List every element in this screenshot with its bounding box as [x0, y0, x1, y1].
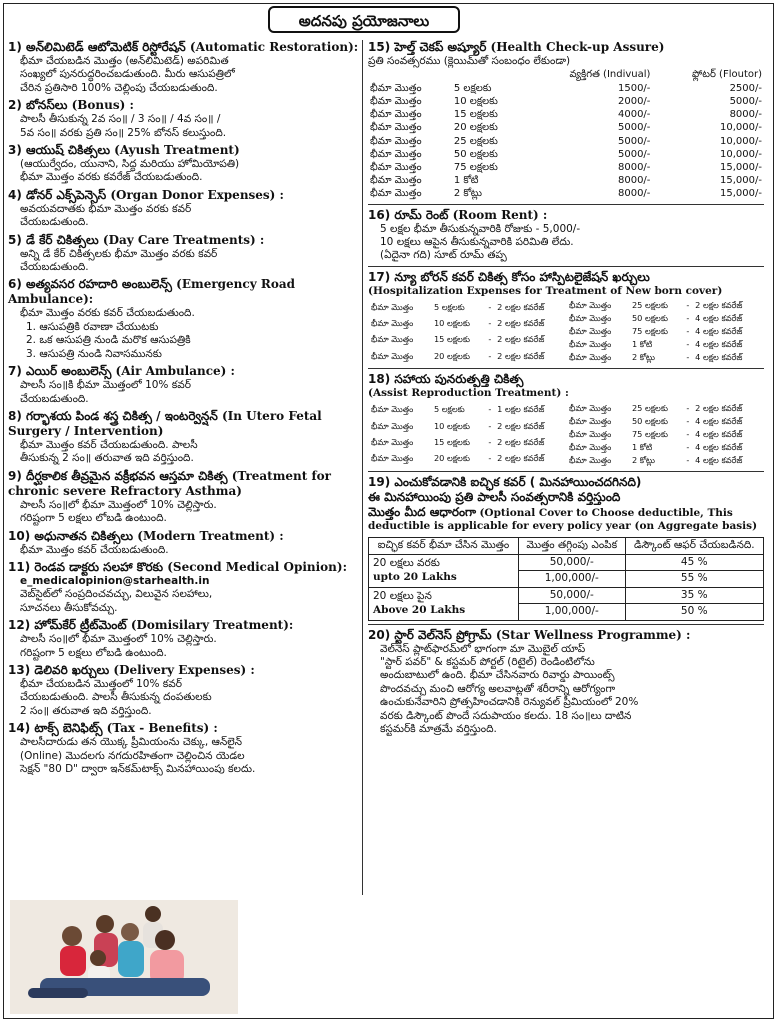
section-line: ఉంచుకునేవారిని ప్రోత్సహించడానికి రెన్యువల్ ప్రీమియంలో 20%: [380, 696, 639, 709]
group-upto-20: 20 లక్షలు వరకు upto 20 Lakhs: [369, 554, 519, 587]
row-dash: -: [488, 301, 492, 312]
section-optional-cover: [368, 475, 764, 621]
deductible-amount: 50,000/-: [518, 587, 625, 603]
family-photo: [10, 900, 238, 1014]
section-line: ప్రతి సంవత్సరము (క్లెయిమ్‌తో సంబంధం లేకుండా): [368, 55, 571, 67]
row-coverage: 2 లక్షల కవరేజ్: [497, 301, 545, 312]
left-section: [8, 409, 360, 466]
row-label: భీమా మొత్తం: [569, 428, 612, 439]
row-individual: 1500/-: [617, 82, 651, 94]
table-row: [368, 108, 764, 121]
row-floater: 10,000/-: [720, 122, 762, 134]
th-discount: డిస్కౌంట్ ఆఫర్ చేయబడినది.: [625, 538, 763, 554]
table-row: [370, 300, 564, 314]
row-coverage: 2 లక్షల కవరేజ్: [497, 350, 545, 361]
section-assist-reproduction: [368, 372, 764, 467]
table-row: [370, 403, 564, 417]
left-section: [8, 233, 360, 275]
section-newborn-cover: [368, 270, 764, 365]
section-heading: 6) అత్యవసర రహదారి అంబులెన్స్ (Emergency Road Ambulance):: [8, 277, 295, 307]
row-floater: 15,000/-: [720, 162, 762, 174]
email-address: e_medicalopinion@starhealth.in: [20, 574, 210, 587]
row-floater: 8000/-: [729, 109, 762, 121]
row-amount: 20 లక్షలకు: [453, 122, 498, 134]
row-amount: 15 లక్షలకు: [453, 109, 498, 121]
table-row: [370, 435, 564, 449]
row-dash: -: [488, 350, 492, 361]
row-label: భీమా మొత్తం: [370, 162, 422, 174]
section-heading-en: (Hospitalization Expenses for Treatment of New born cover): [368, 284, 723, 297]
section-line: అన్ని డే కేర్ చికిత్సలకు భీమా మొత్తం వరకు కవర్: [20, 247, 218, 260]
section-heading: 8) గర్భాశయ పిండ శస్త్ర చికిత్స / ఇంటర్వెన్షన్ (In Utero Fetal Surgery / Intervention): [8, 408, 322, 438]
assist-reproduction-grid: [368, 401, 764, 468]
row-floater: 10,000/-: [720, 148, 762, 160]
row-dash: -: [686, 454, 690, 465]
table-row: [568, 416, 762, 427]
row-coverage: 4 లక్షల కవరేజ్: [695, 428, 743, 439]
section-heading: 18) సహాయ పునరుత్పత్తి చికిత్స: [368, 372, 524, 387]
table-row: [368, 95, 764, 108]
section-line: సెక్షన్ "80 D" ద్వారా ఇన్‌కమ్‌టాక్స్ మినహాయింపు కలదు.: [20, 763, 256, 775]
section-heading-en: (Assist Reproduction Treatment) :: [368, 387, 569, 400]
row-label: భీమా మొత్తం: [370, 175, 422, 187]
row-dash: -: [686, 313, 690, 324]
table-row: [368, 161, 764, 174]
section-heading: 2) బోనస్‌లు (Bonus) :: [8, 98, 134, 113]
section-line: పాలసీ సం॥లో భీమా మొత్తంలో 10% చెల్లిస్తారు.: [20, 498, 217, 511]
section-line: సంఖ్యలో పునరుద్ధరించబడుతుంది. మీరు ఆసుపత్రిలో: [20, 68, 235, 81]
divider: [368, 368, 764, 369]
row-coverage: 1 లక్షల కవరేజ్: [497, 404, 545, 415]
section-heading: 14) టాక్స్ బెనిఫిట్స్ (Tax - Benefits) :: [8, 721, 218, 736]
th-sum-insured: ఐచ్ఛిక కవర్ భీమా చేసిన మొత్తం: [369, 538, 519, 554]
row-floater: 2500/-: [729, 82, 762, 94]
row-label: భీమా మొత్తం: [370, 82, 422, 94]
row-label: భీమా మొత్తం: [569, 402, 612, 413]
sub-item: 3. ఆసుపత్రి నుండి నివాసమునకు: [26, 347, 162, 360]
row-label: భీమా మొత్తం: [371, 453, 414, 464]
row-label: భీమా మొత్తం: [569, 300, 612, 311]
row-coverage: 2 లక్షల కవరేజ్: [695, 402, 743, 413]
row-floater: 5000/-: [729, 96, 762, 108]
column-divider: [362, 40, 363, 895]
row-amount: 25 లక్షలకు: [453, 135, 498, 147]
table-row: [568, 429, 762, 440]
row-amount: 75 లక్షలకు: [631, 326, 668, 337]
left-section: [8, 277, 360, 361]
page-title: అదనపు ప్రయోజనాలు: [268, 6, 460, 33]
row-dash: -: [488, 420, 492, 431]
row-individual: 5000/-: [617, 148, 651, 160]
section-heading: 20) స్టార్ వెల్‌నెస్ ప్రోగ్రామ్ (Star Wellness Programme) :: [368, 627, 691, 642]
table-row: [568, 352, 762, 363]
row-coverage: 2 లక్షల కవరేజ్: [695, 300, 743, 311]
deductible-table: [368, 537, 764, 620]
row-dash: -: [686, 300, 690, 311]
left-section: [8, 560, 360, 615]
table-row: [370, 451, 564, 465]
th-deductible: మొత్తం తగ్గింపు ఎంపిక: [518, 538, 625, 554]
section-heading: 5) డే కేర్ చికిత్సలు (Day Care Treatments) :: [8, 232, 265, 247]
discount-value: 45 %: [625, 554, 763, 570]
left-section: [8, 40, 360, 95]
section-line: 5వ సం॥ వరకు ప్రతి సం॥ 25% బోనస్ కలుస్తుంది.: [20, 126, 227, 139]
row-coverage: 4 లక్షల కవరేజ్: [695, 326, 743, 337]
row-dash: -: [686, 415, 690, 426]
health-checkup-table: [368, 68, 764, 200]
table-row: [568, 455, 762, 466]
table-row: [370, 317, 564, 331]
row-amount: 1 కోటి: [631, 441, 653, 452]
row-individual: 8000/-: [617, 162, 651, 174]
row-label: భీమా మొత్తం: [370, 122, 422, 134]
row-dash: -: [686, 402, 690, 413]
row-floater: 10,000/-: [720, 135, 762, 147]
section-health-checkup: [368, 40, 764, 201]
section-heading: 3) ఆయుష్ చికిత్సలు (Ayush Treatment): [8, 143, 240, 158]
row-label: భీమా మొత్తం: [370, 96, 422, 108]
section-heading: 11) రెండవ డాక్టరు సలహా కొరకు (Second Medical Opinion):: [8, 559, 348, 574]
table-row: [368, 121, 764, 134]
row-coverage: 4 లక్షల కవరేజ్: [695, 415, 743, 426]
row-coverage: 2 లక్షల కవరేజ్: [497, 334, 545, 345]
section-line: చేయబడుతుంది.: [20, 392, 89, 405]
section-line: 10 లక్షలు ఆపైన తీసుకున్నవారికి పరిమితి లేదు.: [380, 236, 574, 249]
row-dash: -: [488, 436, 492, 447]
table-row: [368, 82, 764, 95]
row-label: భీమా మొత్తం: [569, 454, 612, 465]
table-row: [368, 135, 764, 148]
row-dash: -: [686, 339, 690, 350]
section-line: ఈ మినహాయింపు ప్రతి పాలసీ సంవత్సరానికి వర్తిస్తుంది: [368, 489, 621, 504]
row-dash: -: [488, 453, 492, 464]
row-label: భీమా మొత్తం: [370, 188, 422, 200]
row-dash: -: [686, 326, 690, 337]
row-coverage: 4 లక్షల కవరేజ్: [695, 352, 743, 363]
section-room-rent: [368, 208, 764, 263]
section-line: గరిష్టంగా 5 లక్షలు లోబడి ఉంటుంది.: [20, 512, 167, 525]
row-label: భీమా మొత్తం: [371, 350, 414, 361]
section-heading: 1) అన్‌లిమిటెడ్ ఆటోమెటిక్ రిస్టోరేషన్ (Automatic Restoration):: [8, 40, 359, 54]
row-amount: 2 కోట్లు: [631, 352, 655, 363]
row-label: భీమా మొత్తం: [569, 415, 612, 426]
row-amount: 15 లక్షలకు: [433, 334, 470, 345]
row-label: భీమా మొత్తం: [370, 109, 422, 121]
section-line: గరిష్టంగా 5 లక్షలు లోబడి ఉంటుంది.: [20, 646, 167, 659]
deductible-amount: 1,00,000/-: [518, 604, 625, 620]
table-row: [368, 174, 764, 187]
discount-value: 50 %: [625, 604, 763, 620]
table-row: [368, 148, 764, 161]
row-amount: 20 లక్షలకు: [433, 350, 470, 361]
row-individual: 5000/-: [617, 122, 651, 134]
left-section: [8, 143, 360, 185]
row-individual: 2000/-: [617, 96, 651, 108]
section-line: వరకు డిస్కౌంట్ పొందే సదుపాయం కలదు. 18 సం॥లు దాటిన: [380, 709, 632, 722]
left-section: [8, 721, 360, 776]
section-line: భీమా మొత్తం వరకు కవరేజ్ చేయబడుతుంది.: [20, 171, 203, 184]
divider: [368, 624, 764, 625]
left-section: [8, 364, 360, 406]
row-amount: 2 కోట్లు: [631, 454, 655, 465]
row-coverage: 4 లక్షల కవరేజ్: [695, 339, 743, 350]
left-section: [8, 469, 360, 526]
row-coverage: 2 లక్షల కవరేజ్: [497, 318, 545, 329]
section-line: (ఆయుర్వేదం, యునాని, సిద్ధ మరియు హోమియోపతి): [20, 158, 240, 171]
divider: [368, 266, 764, 267]
row-coverage: 2 లక్షల కవరేజ్: [497, 436, 545, 447]
row-amount: 25 లక్షలకు: [631, 300, 668, 311]
row-individual: 4000/-: [617, 109, 651, 121]
right-column: [368, 40, 764, 739]
section-heading: 19) ఎంచుకోవడానికి ఐచ్ఛిక కవర్ ( మినహాయించదగినది): [368, 474, 642, 489]
discount-value: 55 %: [625, 571, 763, 587]
section-line: చేయబడుతుంది.: [20, 216, 89, 229]
row-amount: 10 లక్షలకు: [433, 318, 470, 329]
section-line: పాలసీదారుడు తన యొక్క ప్రీమియంను చెక్కు, ఆన్‌లైన్: [20, 736, 243, 749]
row-dash: -: [488, 334, 492, 345]
left-column: [8, 40, 360, 779]
table-row: [368, 187, 764, 200]
row-amount: 5 లక్షలకు: [453, 82, 492, 94]
left-section: [8, 618, 360, 660]
row-amount: 1 కోటి: [453, 175, 479, 187]
table-row: [568, 300, 762, 311]
deductible-amount: 1,00,000/-: [518, 571, 625, 587]
left-section: [8, 98, 360, 140]
row-coverage: 4 లక్షల కవరేజ్: [695, 454, 743, 465]
row-label: భీమా మొత్తం: [370, 148, 422, 160]
section-star-wellness: [368, 628, 764, 737]
row-label: భీమా మొత్తం: [371, 318, 414, 329]
section-heading: 16) రూమ్ రెంట్ (Room Rent) :: [368, 207, 548, 222]
row-amount: 25 లక్షలకు: [631, 402, 668, 413]
section-heading: 17) న్యూ బోరన్ కవర్ చికిత్స కోసం హాస్పిటలైజేషన్ ఖర్చులు: [368, 269, 650, 284]
row-dash: -: [488, 404, 492, 415]
section-heading: 15) హెల్త్ చెకప్ అష్యూర్ (Health Check-up Assure): [368, 40, 665, 54]
row-coverage: 4 లక్షల కవరేజ్: [695, 313, 743, 324]
section-line: అవయవదాతకు భీమా మొత్తం వరకు కవర్: [20, 202, 192, 215]
section-line: భీమా చేయబడిన మొత్తంలో 10% కవర్: [20, 677, 182, 690]
row-amount: 50 లక్షలకు: [453, 148, 498, 160]
newborn-cover-grid: [368, 298, 764, 365]
row-amount: 50 లక్షలకు: [631, 415, 668, 426]
row-amount: 75 లక్షలకు: [453, 162, 498, 174]
row-coverage: 2 లక్షల కవరేజ్: [497, 420, 545, 431]
row-coverage: 2 లక్షల కవరేజ్: [497, 453, 545, 464]
row-amount: 5 లక్షలకు: [433, 301, 465, 312]
section-line: పాలసీ సం॥లో భీమా మొత్తంలో 10% చెల్లిస్తారు.: [20, 633, 217, 646]
row-individual: 8000/-: [617, 175, 651, 187]
row-label: భీమా మొత్తం: [371, 404, 414, 415]
row-individual: 8000/-: [617, 188, 651, 200]
table-row: [568, 313, 762, 324]
section-line: భీమా మొత్తం కవర్ చేయబడుతుంది.: [20, 543, 169, 556]
row-label: భీమా మొత్తం: [371, 334, 414, 345]
section-line: "స్టార్ పవర్" & కస్టమర్ పోర్టల్ (రిటైల్) రెండింటిలోను: [380, 655, 595, 668]
table-row: [370, 419, 564, 433]
row-dash: -: [488, 318, 492, 329]
section-heading: 12) హోమ్‌కేర్ ట్రీట్‌మెంట్ (Domisilary Treatment):: [8, 618, 294, 633]
section-line: తీసుకున్న 2 సం॥ తరువాత ఇది వర్తిస్తుంది.: [20, 452, 194, 465]
section-line: పొందవచ్చు మంచి ఆరోగ్య అలవాట్లతో శరీరాన్ని ఆరోగ్యంగా: [380, 682, 616, 695]
divider: [368, 204, 764, 205]
left-section: [8, 529, 360, 557]
section-heading: 10) అధునాతన చికిత్సలు (Modern Treatment) :: [8, 528, 284, 543]
section-line: చేయబడుతుంది. పాలసీ తీసుకున్న దంపతులకు: [20, 691, 212, 704]
row-amount: 10 లక్షలకు: [453, 96, 498, 108]
col-header-individual: వ్యక్తిగత (Indivual): [569, 69, 651, 81]
row-floater: 15,000/-: [720, 175, 762, 187]
table-row: [370, 333, 564, 347]
sub-item: 2. ఒక ఆసుపత్రి నుండి మరొక ఆసుపత్రికి: [26, 334, 191, 347]
section-line: 5 లక్షల భీమా తీసుకున్నవారికి రోజుకు - 5,000/-: [380, 222, 581, 235]
section-line: భీమా మొత్తం వరకు కవర్ చేయబడుతుంది.: [20, 307, 195, 320]
col-header-floater: ఫ్లోటర్ (Floutor): [692, 69, 762, 81]
row-amount: 10 లక్షలకు: [433, 420, 470, 431]
table-row: [568, 403, 762, 414]
section-heading: 4) డోనర్ ఎక్స్‌పెన్సెస్ (Organ Donor Expenses) :: [8, 187, 284, 202]
row-label: భీమా మొత్తం: [371, 301, 414, 312]
newborn-cover-right-table: [566, 298, 764, 365]
discount-value: 35 %: [625, 587, 763, 603]
section-line: పాలసీ తీసుకున్న 2వ సం॥ / 3 సం॥ / 4వ సం॥ /: [20, 113, 221, 126]
section-line: (Online) మొదలగు నగదురహితంగా చెల్లించిన యెడల: [20, 749, 245, 762]
section-heading: 9) దీర్ఘకాలిక తీవ్రమైన వక్రీభవన ఆస్తమా చికిత్స (Treatment for chronic severe Refractory Asthma): [8, 468, 331, 498]
row-label: భీమా మొత్తం: [569, 326, 612, 337]
row-dash: -: [686, 441, 690, 452]
row-label: భీమా మొత్తం: [569, 313, 612, 324]
group-above-20: 20 లక్షలు పైన Above 20 Lakhs: [369, 587, 519, 620]
assist-reproduction-right-table: [566, 401, 764, 468]
row-label: భీమా మొత్తం: [569, 441, 612, 452]
newborn-cover-left-table: [368, 298, 566, 365]
row-dash: -: [686, 352, 690, 363]
section-line: అందుబాటులో ఉంది. భీమా చేసినవారు రివార్డు పాయింట్స్: [380, 669, 615, 682]
row-amount: 5 లక్షలకు: [433, 404, 465, 415]
section-line: భీమా చేయబడిన మొత్తం (అన్‌లిమిటెడ్) అపరిమిత: [20, 55, 229, 67]
section-heading: 13) డెలివరి ఖర్చులు (Delivery Expenses) :: [8, 662, 255, 677]
divider: [368, 471, 764, 472]
section-line: కస్టమర్‌కి మాత్రమే వర్తిస్తుంది.: [380, 722, 497, 735]
row-amount: 2 కోట్లు: [453, 188, 482, 200]
table-row: [568, 442, 762, 453]
section-heading: 7) ఎయిర్ అంబులెన్స్ (Air Ambulance) :: [8, 364, 235, 379]
row-label: భీమా మొత్తం: [569, 339, 612, 350]
section-line: వెబ్‌సైట్‌లో సంప్రదించవచ్చు, విలువైన సలహాలు,: [20, 588, 213, 601]
section-line: పాలసీ సం॥కి భీమా మొత్తంలో 10% కవర్: [20, 379, 191, 392]
row-label: భీమా మొత్తం: [370, 135, 422, 147]
row-coverage: 4 లక్షల కవరేజ్: [695, 441, 743, 452]
table-row: [370, 349, 564, 363]
table-row: [568, 339, 762, 350]
row-amount: 50 లక్షలకు: [631, 313, 668, 324]
row-label: భీమా మొత్తం: [569, 352, 612, 363]
row-label: భీమా మొత్తం: [371, 436, 414, 447]
left-section: [8, 188, 360, 230]
section-line: భీమా మొత్తం కవర్ చేయబడుతుంది. పాలసీ: [20, 438, 198, 451]
section-line: వెల్‌నెస్ ప్లాట్‌ఫారమ్‌లో భాగంగా మా మొబైల్ యాప్: [380, 642, 586, 655]
section-line: చేయబడుతుంది.: [20, 261, 89, 274]
row-dash: -: [686, 428, 690, 439]
left-section: [8, 663, 360, 718]
deductible-amount: 50,000/-: [518, 554, 625, 570]
sub-item: 1. ఆసుపత్రికి రవాణా చేయుటకు: [26, 320, 159, 333]
section-line: 2 సం॥ తరువాత ఇది వర్తిస్తుంది.: [20, 704, 152, 717]
row-individual: 5000/-: [617, 135, 651, 147]
assist-reproduction-left-table: [368, 401, 566, 468]
row-amount: 75 లక్షలకు: [631, 428, 668, 439]
row-amount: 1 కోటి: [631, 339, 653, 350]
section-line: (ఏదైనా గది) సూట్ రూమ్ తప్ప: [380, 249, 507, 262]
row-label: భీమా మొత్తం: [371, 420, 414, 431]
row-amount: 15 లక్షలకు: [433, 436, 470, 447]
row-floater: 15,000/-: [720, 188, 762, 200]
section-line-en: మొత్తం మీద ఆధారంగా (Optional Cover to Choose deductible, This deductible is applicable for every policy year (on Aggregate basis): [368, 504, 758, 533]
section-line: చేరిన ప్రతిసారి 100% చెల్లింపు చేయబడుతుంది.: [20, 81, 218, 94]
section-line: సూచనలు తీసుకోవచ్చు.: [20, 601, 118, 614]
table-row: [568, 326, 762, 337]
family-illustration: [10, 900, 238, 1014]
row-amount: 20 లక్షలకు: [433, 453, 470, 464]
